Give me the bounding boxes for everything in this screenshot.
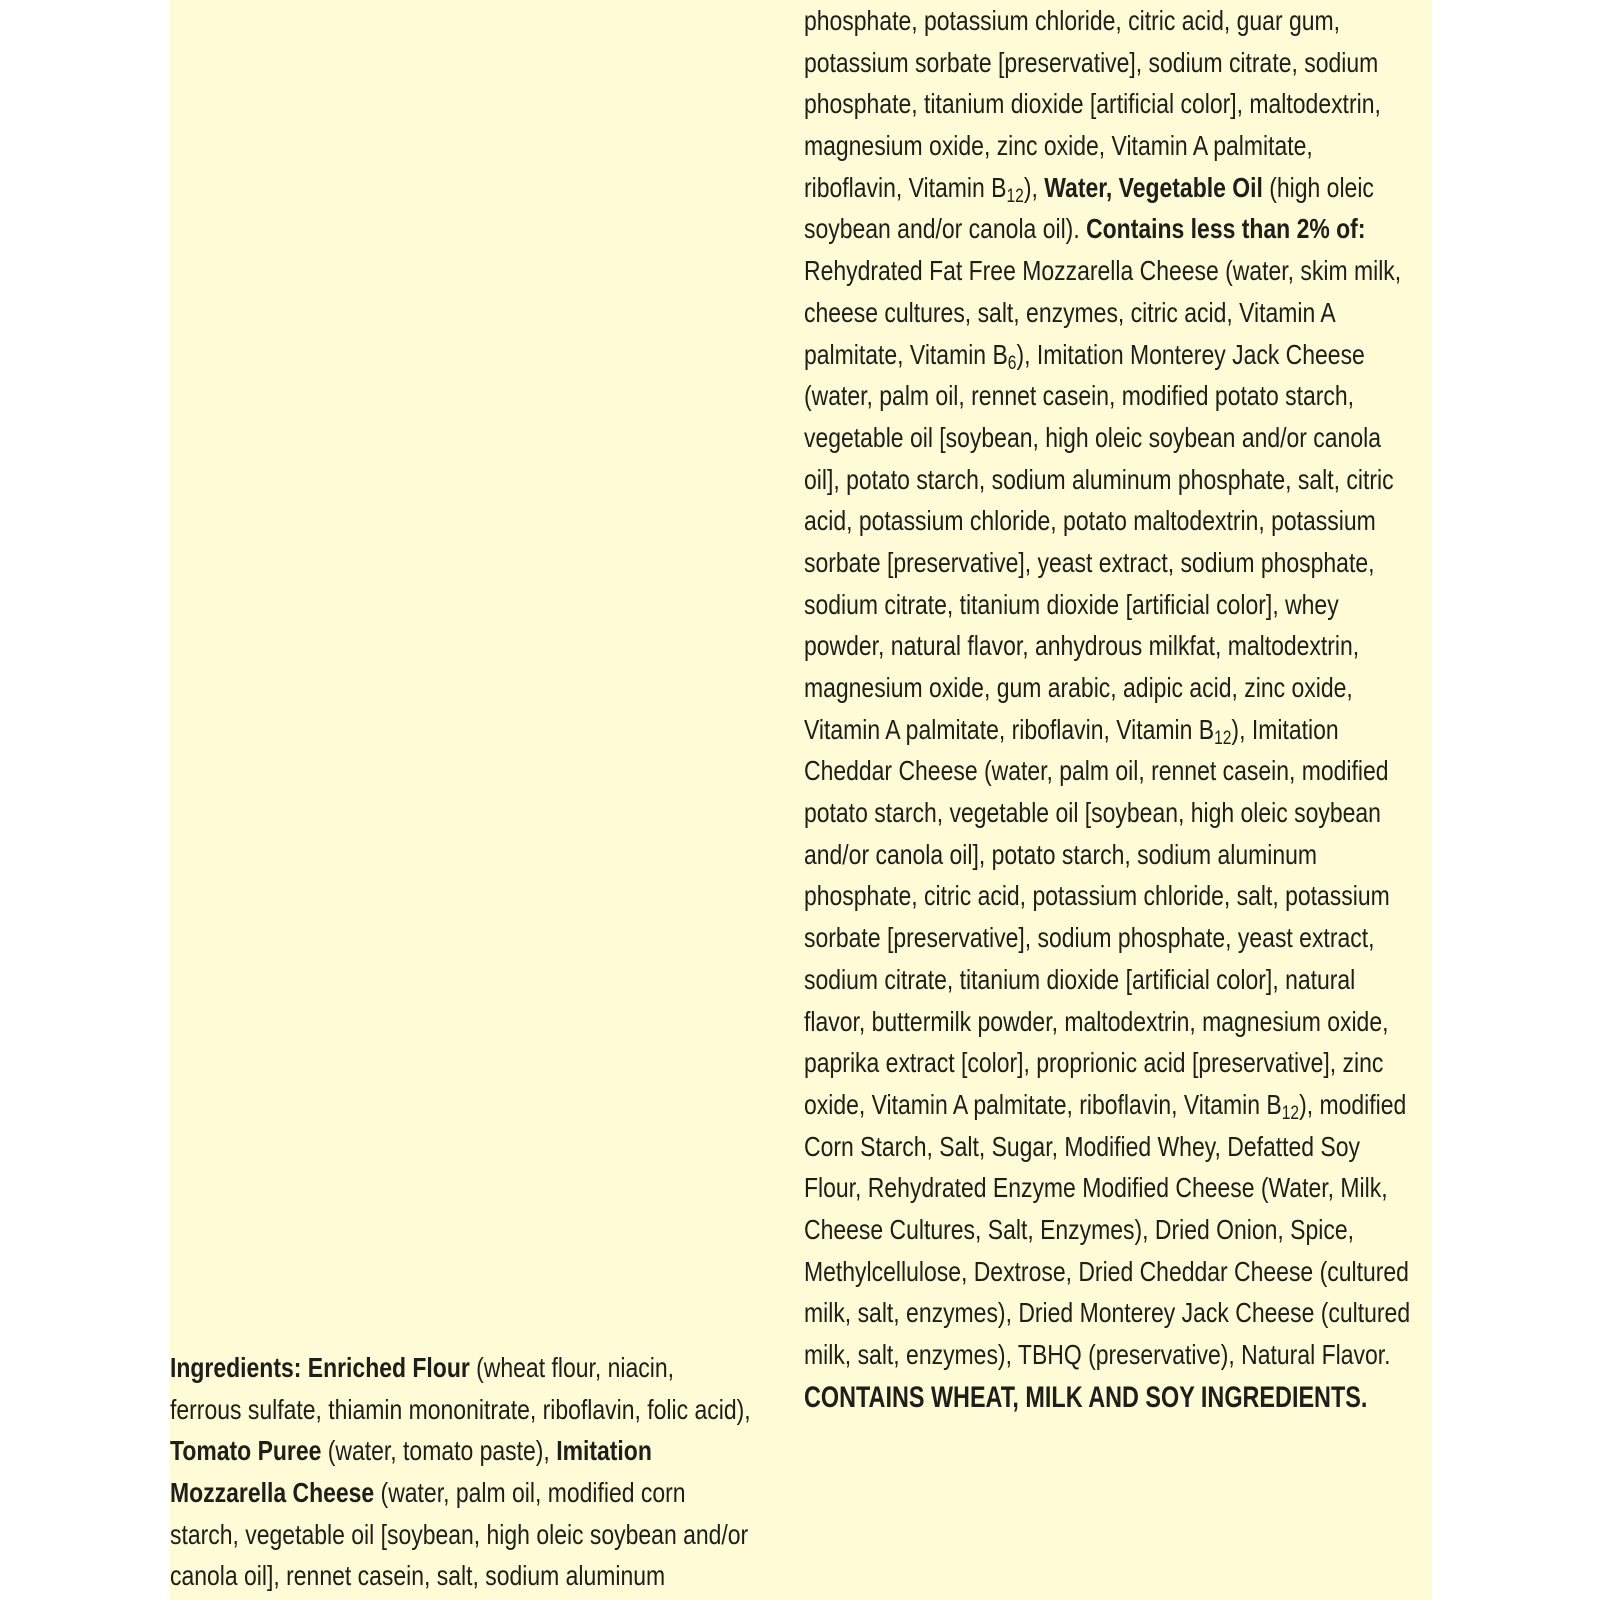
ingredient-text: (high oleic	[1262, 171, 1374, 203]
ingredient-text-line	[170, 1555, 751, 1597]
ingredient-text-line	[804, 834, 1410, 876]
ingredient-text-line	[170, 1472, 751, 1514]
ingredient-text-line	[804, 875, 1410, 917]
ingredient-text: (wheat flour, niacin,	[469, 1352, 674, 1383]
ingredient-text: Cheddar Cheese (water, palm oil, rennet casein, modified	[804, 755, 1389, 787]
ingredient-text: magnesium oxide, zinc oxide, Vitamin A palmitate,	[804, 130, 1313, 162]
ingredient-text-line	[804, 1001, 1410, 1043]
ingredient-text-line	[804, 1334, 1410, 1376]
ingredient-text: phosphate, citric acid, potassium chloride, salt, potassium	[804, 880, 1390, 912]
ingredient-text-line	[804, 625, 1410, 667]
ingredient-text: (water, palm oil, rennet casein, modified potato starch,	[804, 380, 1355, 412]
ingredient-text-line	[170, 1514, 751, 1556]
ingredient-text-line	[804, 1292, 1410, 1334]
bold-ingredient-text: Mozzarella Cheese	[170, 1477, 375, 1509]
ingredient-text: paprika extract [color], proprionic acid [preservative], zinc	[804, 1047, 1384, 1079]
ingredients-right-column	[804, 0, 1410, 1376]
ingredient-label-panel	[170, 0, 1432, 1600]
ingredient-text-line	[804, 542, 1410, 584]
ingredient-text-line	[804, 1209, 1410, 1251]
ingredient-text: flavor, buttermilk powder, maltodextrin, magnesium oxide,	[804, 1005, 1389, 1037]
ingredient-text-line	[804, 667, 1410, 709]
ingredient-text: sorbate [preservative], sodium phosphate, yeast extract,	[804, 922, 1375, 954]
ingredient-text: milk, salt, enzymes), TBHQ (preservative), Natural Flavor.	[804, 1339, 1391, 1370]
ingredient-text-line	[804, 1042, 1410, 1084]
ingredient-text: acid, potassium chloride, potato maltodextrin, potassium	[804, 505, 1376, 537]
ingredient-text: Cheese Cultures, Salt, Enzymes), Dried Onion, Spice,	[804, 1213, 1355, 1245]
ingredient-text-line	[804, 1251, 1410, 1293]
ingredient-text: palmitate, Vitamin B	[804, 338, 1008, 370]
ingredient-text: magnesium oxide, gum arabic, adipic acid, zinc oxide,	[804, 672, 1353, 703]
ingredient-text: ), Imitation	[1231, 713, 1339, 745]
ingredient-text: (water, tomato paste),	[321, 1435, 557, 1467]
ingredient-text: phosphate, titanium dioxide [artificial color], maltodextrin,	[804, 88, 1381, 120]
ingredient-text: ), Imitation Monterey Jack Cheese	[1016, 338, 1365, 370]
ingredient-text: potato starch, vegetable oil [soybean, high oleic soybean	[804, 797, 1381, 829]
ingredient-text: milk, salt, enzymes), Dried Monterey Jack Cheese (cultured	[804, 1297, 1411, 1329]
ingredient-text: oil], potato starch, sodium aluminum phosphate, salt, citric	[804, 463, 1394, 495]
subscript-text: 12	[1281, 1102, 1300, 1124]
ingredient-text: vegetable oil [soybean, high oleic soybean and/or canola	[804, 421, 1381, 453]
subscript-text: 12	[1006, 185, 1024, 207]
bold-ingredient-text: Water, Vegetable Oil	[1044, 171, 1263, 203]
ingredient-text: and/or canola oil], potato starch, sodium aluminum	[804, 838, 1318, 870]
ingredient-text: Flour, Rehydrated Enzyme Modified Cheese (Water, Milk,	[804, 1172, 1388, 1204]
subscript-text: 6	[1007, 352, 1017, 374]
ingredient-text: sorbate [preservative], yeast extract, sodium phosphate,	[804, 546, 1375, 578]
ingredient-text: ferrous sulfate, thiamin mononitrate, riboflavin, folic acid),	[170, 1393, 751, 1425]
ingredient-text: Rehydrated Fat Free Mozzarella Cheese (water, skim milk,	[804, 255, 1402, 287]
ingredient-text-line	[804, 709, 1410, 751]
bold-ingredient-text: Ingredients: Enriched Flour	[170, 1352, 470, 1383]
ingredient-text-line	[804, 1084, 1410, 1126]
ingredient-text-line	[804, 1167, 1410, 1209]
ingredient-text: potassium sorbate [preservative], sodium citrate, sodium	[804, 46, 1379, 78]
ingredient-text-line	[804, 0, 1410, 42]
ingredient-text-line	[804, 167, 1410, 209]
ingredient-text-line	[804, 375, 1410, 417]
ingredient-text-line	[804, 334, 1410, 376]
subscript-text: 12	[1214, 727, 1232, 749]
ingredient-text: canola oil], rennet casein, salt, sodium aluminum	[170, 1560, 666, 1592]
ingredient-text: ), modified	[1299, 1088, 1407, 1120]
ingredient-text: phosphate, potassium chloride, citric acid, guar gum,	[804, 5, 1341, 36]
ingredient-text: powder, natural flavor, anhydrous milkfat, maltodextrin,	[804, 630, 1360, 662]
ingredient-text: oxide, Vitamin A palmitate, riboflavin, Vitamin B	[804, 1088, 1282, 1120]
ingredient-text: Methylcellulose, Dextrose, Dried Cheddar Cheese (cultured	[804, 1255, 1409, 1287]
ingredient-text: sodium citrate, titanium dioxide [artificial color], natural	[804, 963, 1356, 995]
bold-ingredient-text: Imitation	[556, 1435, 652, 1467]
ingredient-text-line	[170, 1430, 751, 1472]
ingredient-text-line	[804, 208, 1410, 250]
ingredient-text-line	[804, 417, 1410, 459]
ingredient-text-line	[804, 750, 1410, 792]
ingredient-text: soybean and/or canola oil).	[804, 213, 1087, 245]
ingredient-text-line	[804, 792, 1410, 834]
ingredient-text: sodium citrate, titanium dioxide [artificial color], whey	[804, 588, 1339, 620]
ingredient-text-line	[804, 584, 1410, 626]
ingredient-text-line	[804, 125, 1410, 167]
ingredient-text: Corn Starch, Salt, Sugar, Modified Whey, Defatted Soy	[804, 1130, 1360, 1162]
ingredient-text: Vitamin A palmitate, riboflavin, Vitamin B	[804, 713, 1215, 745]
ingredient-text: riboflavin, Vitamin B	[804, 171, 1007, 203]
ingredient-text-line	[804, 459, 1410, 501]
ingredient-text-line	[804, 917, 1410, 959]
ingredient-text-line	[804, 42, 1410, 84]
ingredient-text: ),	[1023, 171, 1045, 203]
ingredient-text-line	[170, 1347, 751, 1389]
ingredient-text: starch, vegetable oil [soybean, high oleic soybean and/or	[170, 1518, 749, 1550]
ingredient-text-line	[804, 292, 1410, 334]
ingredient-text-line	[804, 83, 1410, 125]
bold-ingredient-text: Contains less than 2% of:	[1086, 213, 1366, 245]
ingredient-text-line	[170, 1389, 751, 1431]
ingredient-text-line	[804, 1126, 1410, 1168]
ingredient-text-line	[804, 959, 1410, 1001]
ingredients-left-column	[170, 1347, 751, 1597]
bold-ingredient-text: Tomato Puree	[170, 1435, 322, 1467]
allergen-statement: CONTAINS WHEAT, MILK AND SOY INGREDIENTS.	[804, 1381, 1368, 1414]
ingredient-text: (water, palm oil, modified corn	[374, 1477, 686, 1509]
ingredient-text: cheese cultures, salt, enzymes, citric acid, Vitamin A	[804, 296, 1336, 328]
ingredient-text-line	[804, 500, 1410, 542]
ingredient-text-line	[804, 250, 1410, 292]
